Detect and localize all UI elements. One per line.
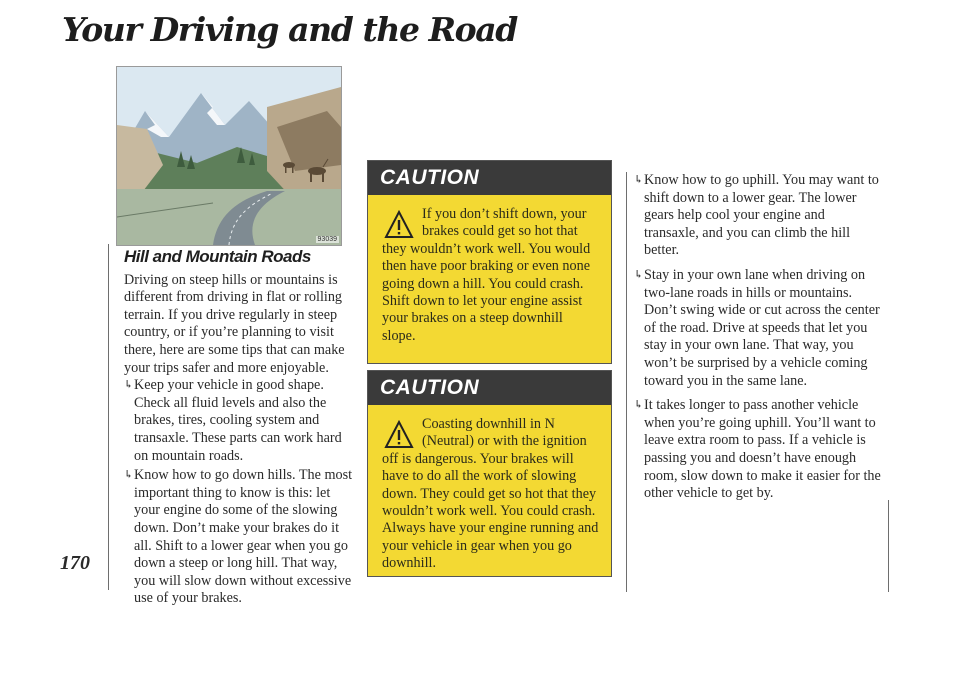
small-arrow-bullet-icon: ↳ [124, 379, 134, 392]
left-column [124, 248, 356, 610]
caution-box [367, 160, 612, 364]
list-item-text: Know how to go uphill. You may want to shift down to a lower gear. The lower gears help cool your engine and transaxle, and you can climb the hill better. [644, 172, 879, 259]
small-arrow-bullet-icon: ↳ [634, 268, 644, 281]
caution-header [368, 161, 611, 195]
right-column [634, 172, 882, 510]
list-item [634, 397, 882, 503]
list-item [124, 467, 356, 608]
caution-label: CAUTION [380, 166, 480, 189]
page-number: 170 [60, 552, 90, 574]
caution-text: Coasting downhill in N (Neutral) or with the ignition off is dangerous. Your brakes will have to do all the work of slowing down. They could get so hot that they wouldn’t work well. You could crash. Always have your engine running and your vehicle in gear when you go downhill. [382, 416, 599, 572]
caution-text: If you don’t shift down, your brakes could get so hot that they wouldn’t work well. You would then have poor braking or even none going down a hill. You could crash. Shift down to let your engine assist your brakes on a steep downhill slope. [382, 206, 591, 344]
mountain-road-drawing [117, 67, 341, 245]
section-heading: Hill and Mountain Roads [124, 247, 311, 266]
page-title: Your Driving and the Road [62, 10, 517, 49]
list-item-text: Know how to go down hills. The most important thing to know is this: let your engine do some of the slowing down. Don’t make your brakes do it all. Shift to a lower gear when you go down a steep or long hill. That way, you will slow down without excessive use of your brakes. [134, 467, 353, 607]
caution-box [367, 370, 612, 577]
caution-body [368, 195, 611, 345]
list-item-text: Stay in your own lane when driving on two-lane roads in hills or mountains. Don’t swing wide or cut across the center of the road. Drive at speeds that let you stay in your own lane. That way, you won’t be surprised by a vehicle coming toward you in the same lane. [644, 266, 880, 389]
small-arrow-bullet-icon: ↳ [124, 469, 134, 482]
center-divider-rule [626, 172, 627, 592]
list-item-text: Keep your vehicle in good shape. Check all fluid levels and also the brakes, tires, cooling system and transaxle. These parts can work hard on mountain roads. [134, 377, 342, 464]
list-item [634, 267, 882, 390]
caution-body [368, 405, 611, 573]
list-item [124, 377, 356, 465]
warning-triangle-icon [384, 210, 414, 240]
right-margin-rule [888, 500, 889, 592]
mountain-road-illustration [116, 66, 342, 246]
intro-paragraph: Driving on steep hills or mountains is different from driving in flat or rolling terrain. If you drive regularly in steep country, or if you’re planning to visit there, here are some tips that can make your trips safer and more enjoyable. [124, 271, 345, 376]
caution-header [368, 371, 611, 405]
illustration-code: 93039 [317, 236, 337, 243]
warning-triangle-icon [384, 420, 414, 450]
small-arrow-bullet-icon: ↳ [634, 399, 644, 412]
caution-label: CAUTION [380, 376, 480, 399]
list-item-text: It takes longer to pass another vehicle when you’re going uphill. You’ll want to leave extra room to pass. If a vehicle is passing you and doesn’t have enough room, slow down to make it easier for the other vehicle to get by. [644, 397, 881, 502]
list-item [634, 172, 882, 260]
left-margin-rule [108, 244, 109, 590]
small-arrow-bullet-icon: ↳ [634, 174, 644, 186]
